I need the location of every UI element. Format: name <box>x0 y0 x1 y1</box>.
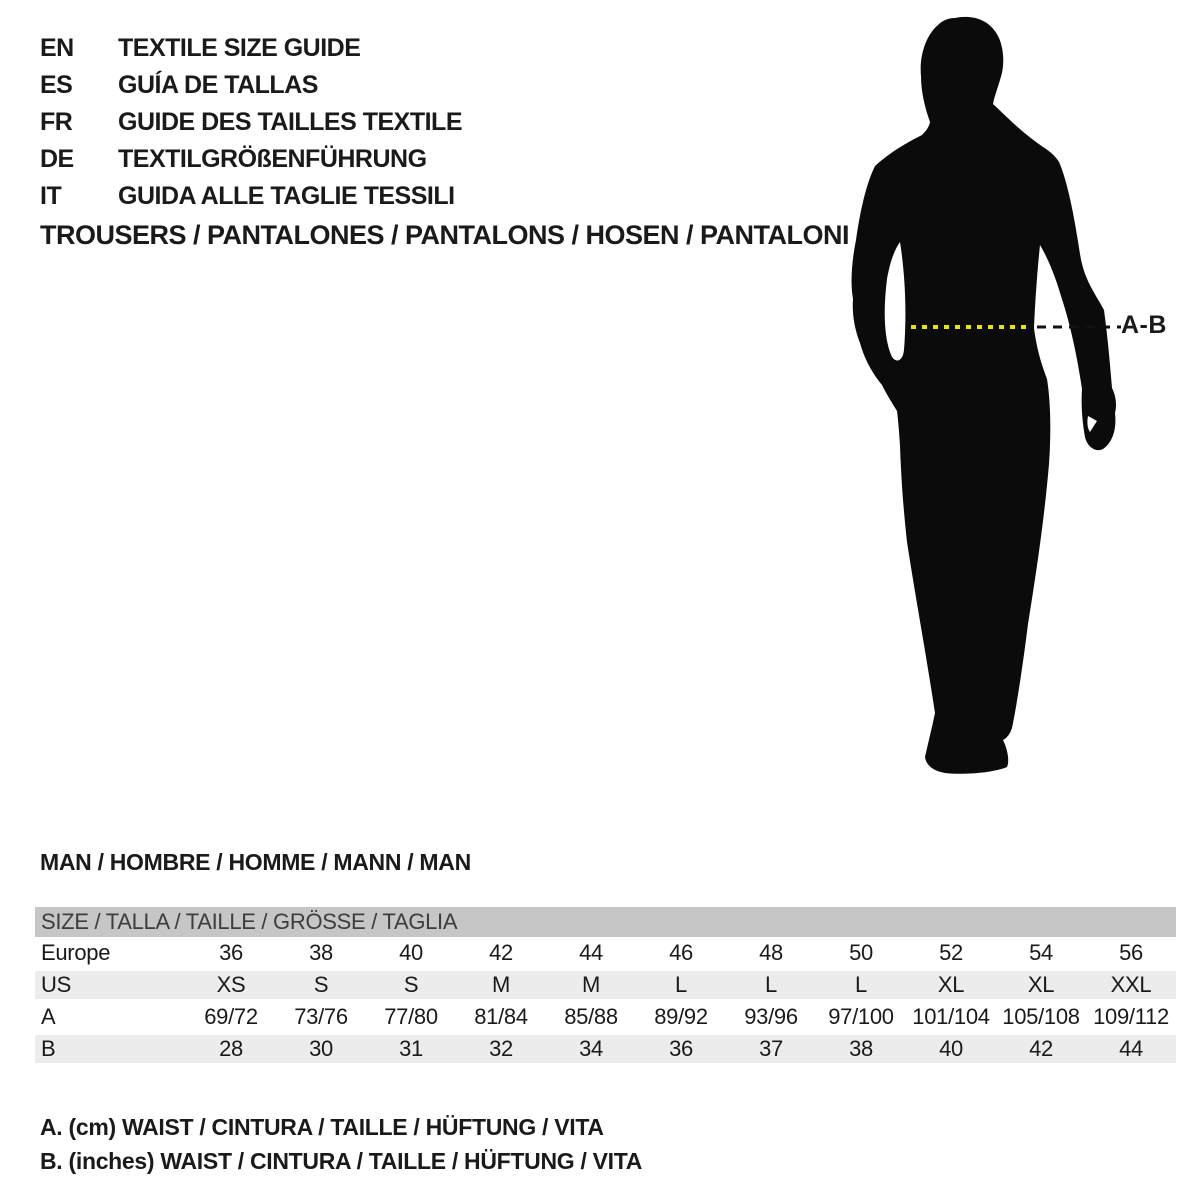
size-value: 56 <box>1119 940 1143 965</box>
size-value: M <box>581 972 601 997</box>
size-table <box>35 907 1176 1065</box>
size-value: 34 <box>579 1036 603 1061</box>
language-title: GUIDE DES TAILLES TEXTILE <box>118 108 463 136</box>
language-row <box>40 178 462 215</box>
measure-label: A-B <box>1121 311 1167 339</box>
size-value: 37 <box>759 1036 783 1061</box>
size-value: 38 <box>849 1036 873 1061</box>
size-value: L <box>765 972 777 997</box>
size-value: 30 <box>309 1036 333 1061</box>
table-row <box>35 1001 1176 1033</box>
size-value: XXL <box>1110 972 1152 997</box>
size-value: S <box>403 972 419 997</box>
size-value: L <box>855 972 867 997</box>
language-guide <box>40 30 462 215</box>
language-row <box>40 67 462 104</box>
size-value: 77/80 <box>384 1004 438 1029</box>
size-value: 50 <box>849 940 873 965</box>
man-silhouette-svg <box>845 12 1175 792</box>
row-label: B <box>41 1036 56 1061</box>
size-value: S <box>313 972 329 997</box>
language-code: ES <box>40 71 73 99</box>
measurement-notes <box>40 1110 642 1178</box>
man-silhouette <box>852 17 1116 774</box>
size-value: 105/108 <box>1002 1004 1080 1029</box>
size-value: 40 <box>939 1036 963 1061</box>
size-value: 93/96 <box>744 1004 798 1029</box>
language-code: FR <box>40 108 73 136</box>
size-value: 69/72 <box>204 1004 258 1029</box>
size-value: M <box>491 972 511 997</box>
size-value: XL <box>937 972 965 997</box>
size-value: XL <box>1027 972 1055 997</box>
table-row <box>35 969 1176 1001</box>
size-value: 109/112 <box>1093 1004 1169 1029</box>
size-value: 97/100 <box>828 1004 894 1029</box>
language-code: DE <box>40 145 74 173</box>
language-code: IT <box>40 182 62 210</box>
size-value: 48 <box>759 940 783 965</box>
size-value: 89/92 <box>654 1004 708 1029</box>
size-figure <box>845 12 1175 792</box>
size-value: 52 <box>939 940 963 965</box>
size-value: 81/84 <box>474 1004 528 1029</box>
size-value: 44 <box>1119 1036 1143 1061</box>
row-label: Europe <box>41 940 111 965</box>
table-row <box>35 1033 1176 1065</box>
size-table-body <box>35 937 1176 1065</box>
language-title: GUIDA ALLE TAGLIE TESSILI <box>118 182 455 210</box>
size-value: 54 <box>1029 940 1053 965</box>
table-header: SIZE / TALLA / TAILLE / GRÖSSE / TAGLIA <box>35 907 1176 937</box>
size-value: 46 <box>669 940 693 965</box>
language-title: TEXTILE SIZE GUIDE <box>118 34 361 62</box>
size-value: 28 <box>219 1036 243 1061</box>
size-value: 42 <box>1029 1036 1053 1061</box>
size-value: 36 <box>219 940 243 965</box>
section-title-man: MAN / HOMBRE / HOMME / MANN / MAN <box>40 849 471 875</box>
language-row <box>40 104 462 141</box>
measurement-note: B. (inches) WAIST / CINTURA / TAILLE / HÜFTUNG / VITA <box>40 1148 643 1174</box>
size-value: 40 <box>399 940 423 965</box>
row-label: A <box>41 1004 56 1029</box>
language-title: TEXTILGRÖßENFÜHRUNG <box>118 145 427 173</box>
size-value: 42 <box>489 940 513 965</box>
category-title: TROUSERS / PANTALONES / PANTALONS / HOSEN / PANTALONI <box>40 220 850 250</box>
size-value: XS <box>216 972 246 997</box>
language-code: EN <box>40 34 74 62</box>
language-row <box>40 141 462 178</box>
size-value: 31 <box>399 1036 423 1061</box>
size-value: 36 <box>669 1036 693 1061</box>
row-label: US <box>41 972 71 997</box>
measurement-note: A. (cm) WAIST / CINTURA / TAILLE / HÜFTUNG / VITA <box>40 1114 604 1140</box>
size-value: 73/76 <box>294 1004 348 1029</box>
size-value: L <box>675 972 687 997</box>
table-row <box>35 937 1176 969</box>
size-value: 32 <box>489 1036 513 1061</box>
size-value: 44 <box>579 940 603 965</box>
size-value: 101/104 <box>912 1004 990 1029</box>
size-value: 85/88 <box>564 1004 618 1029</box>
language-row <box>40 30 462 67</box>
size-value: 38 <box>309 940 333 965</box>
language-title: GUÍA DE TALLAS <box>118 71 318 99</box>
